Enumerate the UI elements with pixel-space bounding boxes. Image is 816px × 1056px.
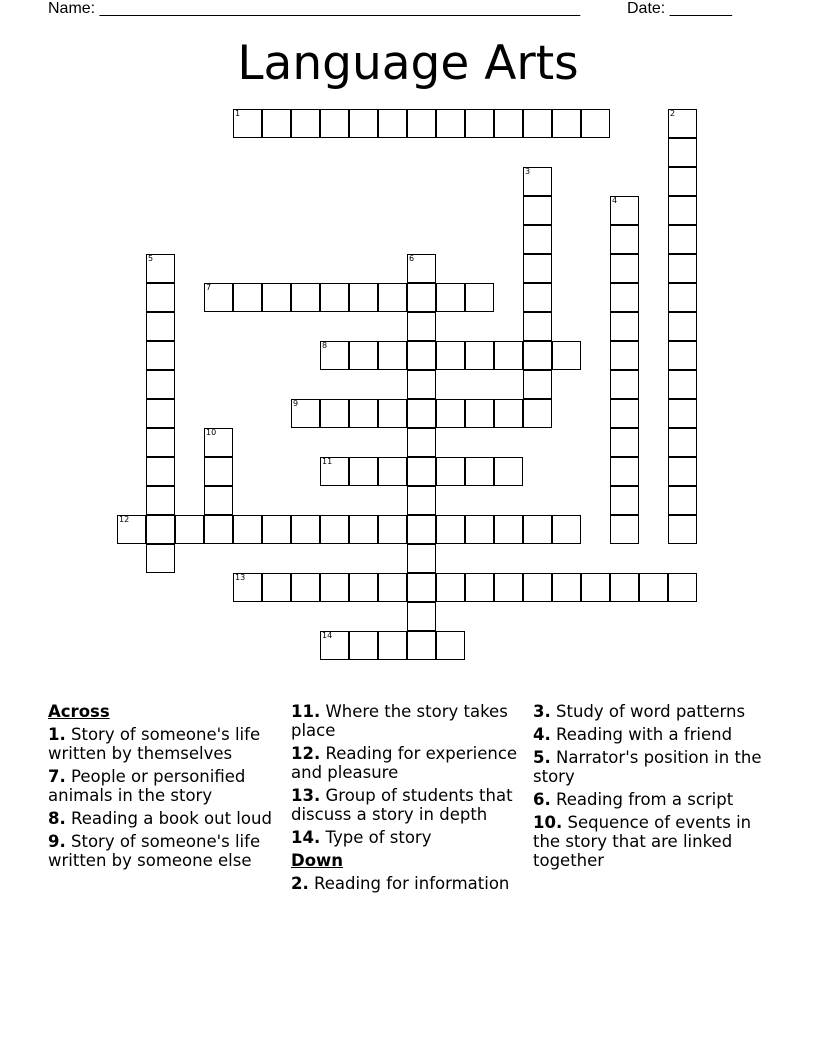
grid-cell[interactable] [320, 283, 349, 312]
grid-cell[interactable] [378, 283, 407, 312]
grid-cell[interactable] [523, 109, 552, 138]
clue-number: 14. [291, 828, 321, 847]
clue-number-label: 2 [670, 109, 676, 118]
grid-cell[interactable] [668, 457, 697, 486]
grid-cell[interactable] [407, 341, 436, 370]
grid-cell[interactable] [523, 312, 552, 341]
grid-cell[interactable] [146, 341, 175, 370]
grid-cell[interactable] [523, 254, 552, 283]
clue-text: Group of students that discuss a story in depth [291, 786, 513, 824]
grid-cell[interactable] [465, 399, 494, 428]
grid-cell[interactable] [668, 573, 697, 602]
grid-cell[interactable] [146, 399, 175, 428]
clue-number-label: 4 [612, 196, 618, 205]
grid-cell[interactable] [378, 515, 407, 544]
clue-down-2 [291, 874, 529, 893]
grid-cell[interactable] [610, 457, 639, 486]
grid-cell[interactable] [552, 341, 581, 370]
grid-cell[interactable] [204, 486, 233, 515]
clue-number: 1. [48, 725, 66, 744]
clue-number: 4. [533, 725, 551, 744]
grid-cell[interactable] [436, 341, 465, 370]
grid-cell[interactable] [668, 138, 697, 167]
grid-cell[interactable] [262, 283, 291, 312]
grid-cell[interactable] [668, 515, 697, 544]
clue-across-11 [291, 702, 529, 740]
grid-cell[interactable] [291, 573, 320, 602]
grid-cell[interactable] [668, 428, 697, 457]
grid-cell[interactable] [523, 573, 552, 602]
grid-cell[interactable] [407, 370, 436, 399]
clue-number-label: 7 [206, 283, 212, 292]
grid-cell[interactable] [552, 109, 581, 138]
clue-number: 2. [291, 874, 309, 893]
clue-number: 12. [291, 744, 321, 763]
clue-number: 6. [533, 790, 551, 809]
clue-number-label: 5 [148, 254, 154, 263]
clue-text: Reading a book out loud [71, 809, 272, 828]
grid-cell[interactable] [262, 515, 291, 544]
grid-cell[interactable] [552, 515, 581, 544]
clue-number-label: 1 [235, 109, 241, 118]
grid-cell[interactable] [146, 370, 175, 399]
clue-down-5 [533, 748, 763, 786]
grid-cell[interactable] [407, 515, 436, 544]
clue-number-label: 14 [322, 631, 333, 640]
grid-cell[interactable] [610, 225, 639, 254]
grid-cell[interactable] [407, 631, 436, 660]
grid-cell[interactable] [291, 515, 320, 544]
grid-cell[interactable] [436, 109, 465, 138]
clue-text: Sequence of events in the story that are linked together [533, 813, 752, 870]
grid-cell[interactable] [581, 109, 610, 138]
grid-cell[interactable] [668, 225, 697, 254]
grid-cell[interactable] [349, 109, 378, 138]
grid-cell[interactable] [610, 573, 639, 602]
grid-cell[interactable] [204, 515, 233, 544]
grid-cell[interactable] [523, 225, 552, 254]
grid-cell[interactable] [581, 573, 610, 602]
down-heading: Down [291, 851, 344, 870]
across-heading: Across [48, 702, 110, 721]
grid-cell[interactable] [378, 399, 407, 428]
clue-number-label: 10 [206, 428, 217, 437]
grid-cell[interactable] [610, 312, 639, 341]
grid-cell[interactable] [465, 109, 494, 138]
clue-number: 10. [533, 813, 563, 832]
grid-cell[interactable] [552, 573, 581, 602]
grid-cell[interactable] [523, 341, 552, 370]
clue-text: Reading for experience and pleasure [291, 744, 518, 782]
clue-text: Type of story [325, 828, 432, 847]
clue-across-9 [48, 832, 286, 870]
clue-column-3 [533, 702, 763, 874]
clue-text: People or personified animals in the story [48, 767, 246, 805]
grid-cell[interactable] [146, 312, 175, 341]
clue-number: 8. [48, 809, 66, 828]
clue-text: Narrator's position in the story [533, 748, 762, 786]
clue-number: 11. [291, 702, 321, 721]
clue-text: Reading with a friend [556, 725, 733, 744]
clue-across-1 [48, 725, 286, 763]
clue-text: Study of word patterns [556, 702, 746, 721]
clue-number: 7. [48, 767, 66, 786]
grid-cell[interactable] [146, 486, 175, 515]
grid-cell[interactable] [465, 457, 494, 486]
grid-cell[interactable] [320, 399, 349, 428]
grid-cell[interactable] [146, 457, 175, 486]
grid-cell[interactable] [494, 457, 523, 486]
clue-number-label: 9 [293, 399, 299, 408]
grid-cell[interactable] [436, 515, 465, 544]
page-title: Language Arts [237, 36, 579, 91]
grid-cell[interactable] [668, 196, 697, 225]
grid-cell[interactable] [436, 631, 465, 660]
grid-cell[interactable] [610, 341, 639, 370]
grid-cell[interactable] [407, 573, 436, 602]
date-field-label: Date: _______ [627, 0, 732, 17]
grid-cell[interactable] [668, 283, 697, 312]
clue-number-label: 3 [525, 167, 531, 176]
grid-cell[interactable] [407, 399, 436, 428]
clue-across-12 [291, 744, 529, 782]
clue-down-3 [533, 702, 763, 721]
grid-cell[interactable] [233, 515, 262, 544]
grid-cell[interactable] [465, 573, 494, 602]
grid-cell[interactable] [523, 283, 552, 312]
grid-cell[interactable] [436, 457, 465, 486]
grid-cell[interactable] [175, 515, 204, 544]
grid-cell[interactable] [523, 370, 552, 399]
grid-cell[interactable] [320, 109, 349, 138]
grid-cell[interactable] [407, 544, 436, 573]
grid-cell[interactable] [668, 312, 697, 341]
clue-number-label: 8 [322, 341, 328, 350]
grid-cell[interactable] [610, 399, 639, 428]
clue-number-label: 13 [235, 573, 246, 582]
grid-cell[interactable] [407, 486, 436, 515]
grid-cell[interactable] [494, 341, 523, 370]
grid-cell[interactable] [436, 283, 465, 312]
grid-cell[interactable] [610, 283, 639, 312]
grid-cell[interactable] [146, 515, 175, 544]
clue-number: 9. [48, 832, 66, 851]
grid-cell[interactable] [610, 254, 639, 283]
grid-cell[interactable] [378, 573, 407, 602]
grid-cell[interactable] [668, 341, 697, 370]
grid-cell[interactable] [233, 283, 262, 312]
clue-column-2 [291, 702, 529, 897]
clue-across-8 [48, 809, 286, 828]
grid-cell[interactable] [349, 515, 378, 544]
grid-cell[interactable] [349, 457, 378, 486]
grid-cell[interactable] [523, 196, 552, 225]
clue-number-label: 12 [119, 515, 130, 524]
grid-cell[interactable] [262, 573, 291, 602]
clue-across-13 [291, 786, 529, 824]
grid-cell[interactable] [668, 167, 697, 196]
clue-number: 5. [533, 748, 551, 767]
clue-number: 3. [533, 702, 551, 721]
grid-cell[interactable] [639, 573, 668, 602]
grid-cell[interactable] [436, 399, 465, 428]
name-field-label: Name: ______________________________________________________ [48, 0, 581, 17]
grid-cell[interactable] [523, 399, 552, 428]
clue-number: 13. [291, 786, 321, 805]
clue-text: Reading for information [314, 874, 510, 893]
clue-number-label: 11 [322, 457, 333, 466]
grid-cell[interactable] [320, 515, 349, 544]
grid-cell[interactable] [407, 312, 436, 341]
grid-cell[interactable] [146, 428, 175, 457]
grid-cell[interactable] [668, 399, 697, 428]
grid-cell[interactable] [610, 486, 639, 515]
grid-cell[interactable] [378, 631, 407, 660]
clue-text: Story of someone's life written by themselves [48, 725, 261, 763]
grid-cell[interactable] [494, 515, 523, 544]
grid-cell[interactable] [610, 370, 639, 399]
grid-cell[interactable] [523, 515, 552, 544]
clue-across-14 [291, 828, 529, 847]
clue-text: Story of someone's life written by someone else [48, 832, 261, 870]
grid-cell[interactable] [378, 457, 407, 486]
grid-cell[interactable] [668, 370, 697, 399]
clue-down-4 [533, 725, 763, 744]
clue-column-1 [48, 702, 286, 874]
grid-cell[interactable] [291, 109, 320, 138]
grid-cell[interactable] [407, 428, 436, 457]
grid-cell[interactable] [407, 602, 436, 631]
grid-cell[interactable] [465, 341, 494, 370]
grid-cell[interactable] [465, 283, 494, 312]
grid-cell[interactable] [610, 515, 639, 544]
grid-cell[interactable] [494, 573, 523, 602]
grid-cell[interactable] [349, 283, 378, 312]
clue-text: Reading from a script [556, 790, 734, 809]
grid-cell[interactable] [407, 109, 436, 138]
clue-down-10 [533, 813, 763, 870]
grid-cell[interactable] [407, 457, 436, 486]
grid-cell[interactable] [407, 283, 436, 312]
grid-cell[interactable] [146, 544, 175, 573]
grid-cell[interactable] [378, 109, 407, 138]
grid-cell[interactable] [494, 399, 523, 428]
grid-cell[interactable] [668, 486, 697, 515]
grid-cell[interactable] [349, 631, 378, 660]
clue-text: Where the story takes place [291, 702, 508, 740]
grid-cell[interactable] [204, 457, 233, 486]
grid-cell[interactable] [291, 283, 320, 312]
grid-cell[interactable] [146, 283, 175, 312]
grid-cell[interactable] [349, 341, 378, 370]
grid-cell[interactable] [610, 428, 639, 457]
clue-number-label: 6 [409, 254, 415, 263]
clue-across-7 [48, 767, 286, 805]
grid-cell[interactable] [349, 399, 378, 428]
grid-cell[interactable] [320, 573, 349, 602]
grid-cell[interactable] [349, 573, 378, 602]
grid-cell[interactable] [465, 515, 494, 544]
grid-cell[interactable] [436, 573, 465, 602]
grid-cell[interactable] [494, 109, 523, 138]
grid-cell[interactable] [668, 254, 697, 283]
grid-cell[interactable] [262, 109, 291, 138]
clue-down-6 [533, 790, 763, 809]
grid-cell[interactable] [378, 341, 407, 370]
